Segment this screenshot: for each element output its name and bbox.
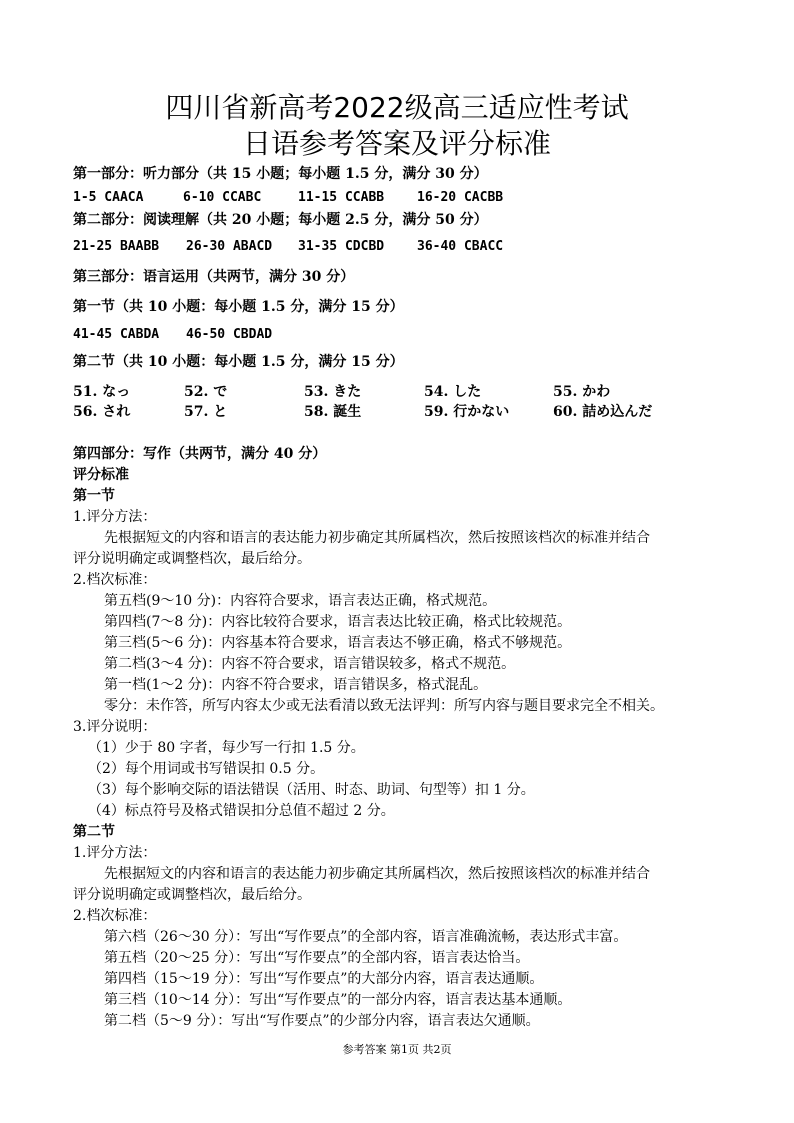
cloze-answer: 51. なっ	[73, 384, 131, 400]
answer-group: 16-20 CACBB	[417, 190, 504, 205]
section1-level: 第三档(5～6 分)：内容基本符合要求，语言表达不够正确，格式不够规范。	[104, 635, 572, 651]
cloze-answer: 58. 誕生	[304, 404, 362, 420]
answer-group: 26-30 ABACD	[186, 239, 273, 254]
section1-level: 第一档(1～2 分)：内容不符合要求，语言错误多，格式混乱。	[104, 677, 488, 693]
answer-group: 6-10 CCABC	[183, 190, 262, 205]
section2-level: 第六档（26～30 分）：写出“写作要点”的全部内容，语言准确流畅，表达形式丰富。	[104, 929, 628, 945]
section1-note: （2）每个用词或书写错误扣 0.5 分。	[88, 761, 325, 777]
part3-heading: 第三部分：语言运用（共两节，满分 30 分）	[73, 269, 355, 285]
cloze-answer: 52. で	[184, 384, 228, 400]
section1-levels-label: 2.档次标准：	[73, 572, 157, 588]
section1-note: （4）标点符号及格式错误扣分总值不超过 2 分。	[88, 803, 395, 819]
cloze-answer: 53. きた	[304, 384, 362, 400]
part3-section1-heading: 第一节（共 10 小题：每小题 1.5 分，满分 15 分）	[73, 299, 404, 315]
cloze-answer: 59. 行かない	[424, 404, 510, 420]
part3-section2-answers-row1	[73, 382, 733, 402]
title-line-1: 四川省新高考2022级高三适应性考试	[165, 91, 629, 124]
section2-level: 第五档（20～25 分）：写出“写作要点”的全部内容，语言表达恰当。	[104, 950, 530, 966]
part2-answers	[73, 237, 733, 257]
section2-level: 第二档（5～9 分）：写出“写作要点”的少部分内容，语言表达欠通顺。	[104, 1013, 540, 1029]
section1-heading: 第一节	[73, 488, 115, 504]
cloze-answer: 55. かわ	[553, 384, 611, 400]
section1-method-label: 1.评分方法：	[73, 509, 157, 525]
title-line-2: 日语参考答案及评分标准	[242, 127, 551, 160]
criteria-label: 评分标准	[73, 467, 129, 483]
answer-group: 31-35 CDCBD	[298, 239, 385, 254]
cloze-answer: 60. 詰め込んだ	[553, 404, 653, 420]
answer-group: 1-5 CAACA	[73, 190, 144, 205]
section2-level: 第三档（10～14 分）：写出“写作要点”的一部分内容，语言表达基本通顺。	[104, 992, 572, 1008]
section1-method-line2: 评分说明确定或调整档次，最后给分。	[73, 551, 311, 567]
section2-method-label: 1.评分方法：	[73, 845, 157, 861]
section2-level: 第四档（15～19 分）：写出“写作要点”的大部分内容，语言表达通顺。	[104, 971, 544, 987]
part4-heading: 第四部分：写作（共两节，满分 40 分）	[73, 446, 327, 462]
part3-section1-answers	[73, 325, 733, 345]
section1-note: （1）少于 80 字者，每少写一行扣 1.5 分。	[88, 740, 365, 756]
answer-group: 21-25 BAABB	[73, 239, 160, 254]
answer-group: 36-40 CBACC	[417, 239, 504, 254]
section1-level-zero: 零分：未作答，所写内容太少或无法看清以致无法评判：所写内容与题目要求完全不相关。	[104, 698, 664, 714]
section1-level: 第二档(3～4 分)：内容不符合要求，语言错误较多，格式不规范。	[104, 656, 516, 672]
answer-group: 46-50 CBDAD	[186, 327, 273, 342]
section2-heading: 第二节	[73, 824, 115, 840]
section1-note: （3）每个影响交际的语法错误（活用、时态、助词、句型等）扣 1 分。	[88, 782, 535, 798]
page-footer: 参考答案 第1页 共2页	[342, 1043, 452, 1056]
section1-notes-label: 3.评分说明：	[73, 719, 157, 735]
section1-level: 第五档(9～10 分)：内容符合要求，语言表达正确，格式规范。	[104, 593, 497, 609]
part3-section2-heading: 第二节（共 10 小题：每小题 1.5 分，满分 15 分）	[73, 354, 404, 370]
part1-heading: 第一部分：听力部分（共 15 小题；每小题 1.5 分，满分 30 分）	[73, 166, 488, 182]
answer-group: 41-45 CABDA	[73, 327, 160, 342]
part2-heading: 第二部分：阅读理解（共 20 小题；每小题 2.5 分，满分 50 分）	[73, 212, 488, 228]
section2-method-line1: 先根据短文的内容和语言的表达能力初步确定其所属档次，然后按照该档次的标准并结合	[104, 866, 650, 882]
answer-group: 11-15 CCABB	[298, 190, 385, 205]
section1-method-line1: 先根据短文的内容和语言的表达能力初步确定其所属档次，然后按照该档次的标准并结合	[104, 530, 650, 546]
cloze-answer: 54. した	[424, 384, 482, 400]
part1-answers	[73, 188, 733, 208]
section1-level: 第四档(7～8 分)：内容比较符合要求，语言表达比较正确，格式比较规范。	[104, 614, 572, 630]
cloze-answer: 56. され	[73, 404, 131, 420]
cloze-answer: 57. と	[184, 404, 228, 420]
part3-section2-answers-row2	[73, 402, 733, 422]
section2-levels-label: 2.档次标准：	[73, 908, 157, 924]
section2-method-line2: 评分说明确定或调整档次，最后给分。	[73, 887, 311, 903]
